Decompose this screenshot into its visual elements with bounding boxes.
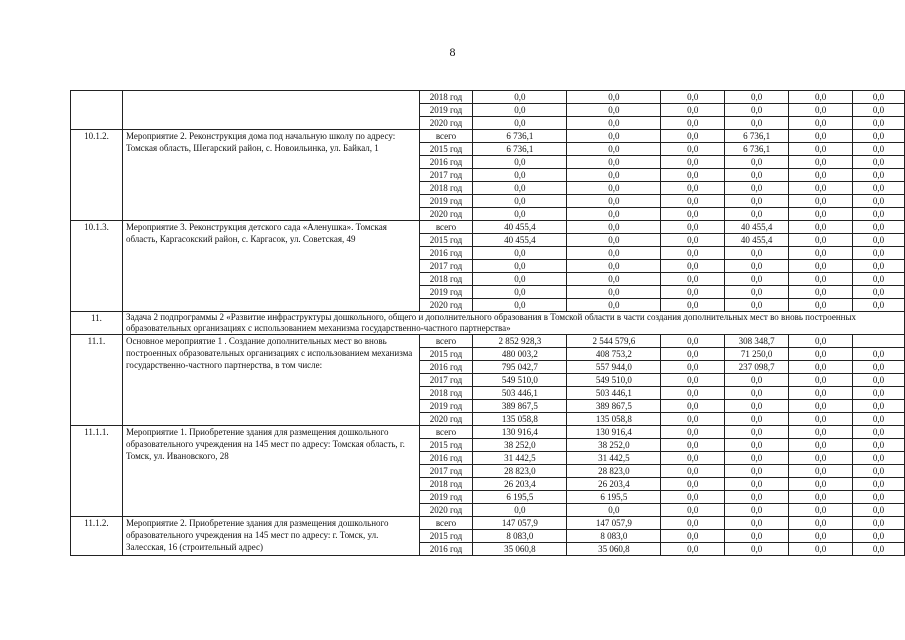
amount-cell: 0,0 [567, 182, 661, 195]
amount-cell: 0,0 [725, 413, 789, 426]
amount-cell: 0,0 [725, 478, 789, 491]
amount-cell: 26 203,4 [567, 478, 661, 491]
amount-cell: 38 252,0 [473, 439, 567, 452]
amount-cell: 0,0 [661, 374, 725, 387]
amount-cell: 0,0 [661, 273, 725, 286]
activity-number-cell: 11.1. [71, 335, 123, 426]
period-cell: всего [419, 130, 473, 143]
task-description-cell: Задача 2 подпрограммы 2 «Развитие инфраструктуры дошкольного, общего и дополнительного образования в Томской области в части создания дополнительных мест во вновь построенных образовательных организациях с использованием механизма государственно-частного партнерства» [122, 312, 904, 335]
amount-cell: 0,0 [661, 104, 725, 117]
amount-cell: 0,0 [725, 208, 789, 221]
amount-cell: 0,0 [473, 273, 567, 286]
period-cell: 2015 год [419, 348, 473, 361]
amount-cell: 0,0 [661, 439, 725, 452]
amount-cell: 0,0 [725, 439, 789, 452]
amount-cell: 0,0 [853, 517, 905, 530]
amount-cell: 0,0 [789, 413, 853, 426]
amount-cell: 0,0 [725, 530, 789, 543]
amount-cell: 0,0 [661, 387, 725, 400]
amount-cell: 0,0 [725, 452, 789, 465]
activity-number-cell [71, 91, 123, 130]
amount-cell: 0,0 [853, 504, 905, 517]
amount-cell: 0,0 [473, 247, 567, 260]
amount-cell: 0,0 [853, 195, 905, 208]
amount-cell: 0,0 [725, 400, 789, 413]
amount-cell: 0,0 [725, 491, 789, 504]
period-cell: 2015 год [419, 439, 473, 452]
amount-cell: 0,0 [661, 413, 725, 426]
amount-cell: 0,0 [789, 465, 853, 478]
period-cell: 2017 год [419, 374, 473, 387]
amount-cell: 0,0 [789, 335, 853, 348]
amount-cell: 0,0 [853, 452, 905, 465]
amount-cell: 0,0 [853, 491, 905, 504]
amount-cell: 389 867,5 [567, 400, 661, 413]
task-number-cell: 11. [71, 312, 123, 335]
amount-cell: 308 348,7 [725, 335, 789, 348]
amount-cell: 0,0 [789, 143, 853, 156]
period-cell: 2019 год [419, 195, 473, 208]
amount-cell: 0,0 [789, 426, 853, 439]
amount-cell: 31 442,5 [567, 452, 661, 465]
amount-cell: 0,0 [789, 387, 853, 400]
amount-cell: 0,0 [661, 182, 725, 195]
amount-cell: 0,0 [725, 91, 789, 104]
amount-cell: 0,0 [789, 543, 853, 556]
amount-cell: 0,0 [789, 452, 853, 465]
amount-cell: 503 446,1 [473, 387, 567, 400]
amount-cell: 0,0 [789, 361, 853, 374]
amount-cell: 6 195,5 [567, 491, 661, 504]
task-row [71, 312, 905, 335]
period-cell: 2016 год [419, 543, 473, 556]
amount-cell: 0,0 [725, 104, 789, 117]
amount-cell: 0,0 [567, 273, 661, 286]
amount-cell: 0,0 [473, 104, 567, 117]
amount-cell: 0,0 [661, 452, 725, 465]
table-row [71, 426, 905, 439]
amount-cell: 0,0 [853, 426, 905, 439]
activity-number-cell: 11.1.2. [71, 517, 123, 556]
amount-cell: 549 510,0 [473, 374, 567, 387]
amount-cell: 0,0 [725, 182, 789, 195]
amount-cell: 0,0 [725, 504, 789, 517]
period-cell: 2020 год [419, 208, 473, 221]
amount-cell: 0,0 [853, 156, 905, 169]
amount-cell: 0,0 [853, 130, 905, 143]
amount-cell: 0,0 [789, 299, 853, 312]
amount-cell: 6 736,1 [473, 130, 567, 143]
amount-cell: 408 753,2 [567, 348, 661, 361]
amount-cell: 0,0 [661, 299, 725, 312]
amount-cell: 0,0 [725, 387, 789, 400]
amount-cell: 38 252,0 [567, 439, 661, 452]
amount-cell: 0,0 [725, 517, 789, 530]
amount-cell: 549 510,0 [567, 374, 661, 387]
amount-cell: 0,0 [789, 439, 853, 452]
amount-cell: 0,0 [789, 478, 853, 491]
amount-cell: 0,0 [789, 247, 853, 260]
amount-cell: 0,0 [853, 234, 905, 247]
amount-cell: 0,0 [725, 247, 789, 260]
amount-cell: 8 083,0 [567, 530, 661, 543]
period-cell: 2018 год [419, 273, 473, 286]
activity-description-cell: Мероприятие 2. Реконструкция дома под начальную школу по адресу: Томская область, Шегарский район, с. Новоильинка, ул. Байкал, 1 [122, 130, 419, 221]
period-cell: 2020 год [419, 299, 473, 312]
amount-cell: 0,0 [473, 208, 567, 221]
amount-cell: 0,0 [661, 504, 725, 517]
amount-cell: 0,0 [853, 530, 905, 543]
amount-cell: 0,0 [853, 104, 905, 117]
amount-cell: 0,0 [473, 182, 567, 195]
period-cell: всего [419, 426, 473, 439]
amount-cell: 0,0 [661, 247, 725, 260]
amount-cell: 0,0 [567, 156, 661, 169]
amount-cell: 31 442,5 [473, 452, 567, 465]
amount-cell: 0,0 [567, 247, 661, 260]
amount-cell: 0,0 [725, 156, 789, 169]
period-cell: всего [419, 517, 473, 530]
amount-cell: 0,0 [853, 169, 905, 182]
amount-cell: 0,0 [789, 221, 853, 234]
amount-cell: 0,0 [473, 156, 567, 169]
amount-cell: 0,0 [661, 348, 725, 361]
amount-cell: 0,0 [853, 374, 905, 387]
amount-cell: 0,0 [567, 130, 661, 143]
amount-cell: 0,0 [661, 169, 725, 182]
amount-cell: 0,0 [567, 234, 661, 247]
amount-cell: 0,0 [853, 286, 905, 299]
amount-cell: 0,0 [853, 247, 905, 260]
amount-cell: 0,0 [567, 91, 661, 104]
amount-cell: 40 455,4 [725, 234, 789, 247]
amount-cell: 0,0 [661, 478, 725, 491]
amount-cell: 0,0 [853, 143, 905, 156]
period-cell: всего [419, 221, 473, 234]
amount-cell: 0,0 [789, 374, 853, 387]
amount-cell: 0,0 [567, 104, 661, 117]
amount-cell: 0,0 [853, 361, 905, 374]
table-row [71, 130, 905, 143]
amount-cell: 0,0 [789, 504, 853, 517]
amount-cell: 0,0 [853, 348, 905, 361]
amount-cell: 0,0 [661, 117, 725, 130]
amount-cell: 557 944,0 [567, 361, 661, 374]
amount-cell: 0,0 [853, 221, 905, 234]
amount-cell: 0,0 [853, 273, 905, 286]
amount-cell: 0,0 [567, 117, 661, 130]
amount-cell: 0,0 [661, 530, 725, 543]
amount-cell: 0,0 [789, 491, 853, 504]
amount-cell: 0,0 [725, 169, 789, 182]
amount-cell: 0,0 [661, 491, 725, 504]
budget-table [70, 90, 905, 556]
amount-cell: 0,0 [567, 143, 661, 156]
amount-cell: 0,0 [661, 195, 725, 208]
activity-description-cell: Мероприятие 1. Приобретение здания для размещения дошкольного образовательного учреждения на 145 мест по адресу: Томская область, г. Томск, ул. Ивановского, 28 [122, 426, 419, 517]
amount-cell: 0,0 [473, 91, 567, 104]
amount-cell: 135 058,8 [473, 413, 567, 426]
period-cell: 2018 год [419, 478, 473, 491]
amount-cell: 0,0 [567, 286, 661, 299]
amount-cell: 0,0 [725, 374, 789, 387]
amount-cell: 0,0 [789, 104, 853, 117]
period-cell: 2016 год [419, 156, 473, 169]
amount-cell: 0,0 [661, 156, 725, 169]
amount-cell: 0,0 [725, 299, 789, 312]
activity-description-cell: Мероприятие 2. Приобретение здания для размещения дошкольного образовательного учреждения на 145 мест по адресу: г. Томск, ул. Залесская, 16 (строительный адрес) [122, 517, 419, 556]
amount-cell: 0,0 [789, 530, 853, 543]
amount-cell: 0,0 [725, 465, 789, 478]
amount-cell: 0,0 [789, 348, 853, 361]
amount-cell: 0,0 [661, 465, 725, 478]
period-cell: 2019 год [419, 400, 473, 413]
amount-cell: 135 058,8 [567, 413, 661, 426]
table-row [71, 221, 905, 234]
page-number: 8 [449, 45, 456, 59]
amount-cell: 0,0 [567, 260, 661, 273]
amount-cell: 0,0 [789, 286, 853, 299]
amount-cell: 130 916,4 [473, 426, 567, 439]
amount-cell: 0,0 [725, 543, 789, 556]
amount-cell: 0,0 [661, 543, 725, 556]
amount-cell: 0,0 [725, 426, 789, 439]
amount-cell: 0,0 [789, 517, 853, 530]
amount-cell: 0,0 [853, 543, 905, 556]
amount-cell: 6 736,1 [725, 143, 789, 156]
amount-cell: 28 823,0 [473, 465, 567, 478]
amount-cell: 6 736,1 [725, 130, 789, 143]
period-cell: 2018 год [419, 387, 473, 400]
amount-cell: 0,0 [661, 143, 725, 156]
amount-cell: 0,0 [473, 169, 567, 182]
period-cell: 2017 год [419, 260, 473, 273]
amount-cell: 0,0 [661, 260, 725, 273]
amount-cell: 0,0 [473, 299, 567, 312]
amount-cell: 0,0 [567, 221, 661, 234]
amount-cell: 0,0 [853, 91, 905, 104]
amount-cell: 237 098,7 [725, 361, 789, 374]
amount-cell: 0,0 [789, 195, 853, 208]
amount-cell: 0,0 [661, 208, 725, 221]
amount-cell: 0,0 [473, 117, 567, 130]
amount-cell [853, 335, 905, 348]
amount-cell: 0,0 [661, 286, 725, 299]
table-row [71, 335, 905, 348]
amount-cell: 0,0 [473, 286, 567, 299]
amount-cell: 0,0 [789, 182, 853, 195]
amount-cell: 0,0 [853, 208, 905, 221]
amount-cell: 0,0 [789, 260, 853, 273]
amount-cell: 0,0 [725, 286, 789, 299]
period-cell: 2016 год [419, 452, 473, 465]
activity-number-cell: 11.1.1. [71, 426, 123, 517]
amount-cell: 480 003,2 [473, 348, 567, 361]
amount-cell: 6 195,5 [473, 491, 567, 504]
amount-cell: 0,0 [567, 195, 661, 208]
amount-cell: 0,0 [789, 273, 853, 286]
amount-cell: 40 455,4 [473, 221, 567, 234]
amount-cell: 0,0 [473, 260, 567, 273]
amount-cell: 0,0 [853, 413, 905, 426]
period-cell: всего [419, 335, 473, 348]
activity-description-cell [122, 91, 419, 130]
amount-cell: 0,0 [661, 361, 725, 374]
amount-cell: 0,0 [661, 91, 725, 104]
amount-cell: 147 057,9 [473, 517, 567, 530]
amount-cell: 0,0 [567, 504, 661, 517]
amount-cell: 0,0 [853, 439, 905, 452]
amount-cell: 0,0 [853, 387, 905, 400]
amount-cell: 0,0 [567, 169, 661, 182]
amount-cell: 0,0 [725, 195, 789, 208]
amount-cell: 35 060,8 [567, 543, 661, 556]
period-cell: 2017 год [419, 169, 473, 182]
amount-cell: 0,0 [853, 182, 905, 195]
amount-cell: 40 455,4 [725, 221, 789, 234]
period-cell: 2015 год [419, 530, 473, 543]
activity-number-cell: 10.1.3. [71, 221, 123, 312]
period-cell: 2019 год [419, 491, 473, 504]
amount-cell: 0,0 [853, 299, 905, 312]
amount-cell: 0,0 [661, 130, 725, 143]
amount-cell: 0,0 [789, 117, 853, 130]
amount-cell: 0,0 [853, 478, 905, 491]
amount-cell: 0,0 [789, 169, 853, 182]
amount-cell: 130 916,4 [567, 426, 661, 439]
period-cell: 2018 год [419, 91, 473, 104]
period-cell: 2019 год [419, 286, 473, 299]
amount-cell: 0,0 [789, 400, 853, 413]
amount-cell: 0,0 [853, 400, 905, 413]
amount-cell: 40 455,4 [473, 234, 567, 247]
amount-cell: 0,0 [567, 208, 661, 221]
amount-cell: 0,0 [567, 299, 661, 312]
amount-cell: 28 823,0 [567, 465, 661, 478]
period-cell: 2016 год [419, 361, 473, 374]
amount-cell: 0,0 [661, 426, 725, 439]
amount-cell: 2 544 579,6 [567, 335, 661, 348]
amount-cell: 0,0 [661, 335, 725, 348]
amount-cell: 0,0 [789, 234, 853, 247]
table-row [71, 91, 905, 104]
amount-cell: 0,0 [725, 117, 789, 130]
amount-cell: 795 042,7 [473, 361, 567, 374]
amount-cell: 0,0 [661, 517, 725, 530]
amount-cell: 26 203,4 [473, 478, 567, 491]
amount-cell: 8 083,0 [473, 530, 567, 543]
amount-cell: 0,0 [661, 221, 725, 234]
period-cell: 2020 год [419, 117, 473, 130]
period-cell: 2017 год [419, 465, 473, 478]
amount-cell: 0,0 [789, 91, 853, 104]
amount-cell: 389 867,5 [473, 400, 567, 413]
amount-cell: 2 852 928,3 [473, 335, 567, 348]
amount-cell: 0,0 [473, 504, 567, 517]
amount-cell: 147 057,9 [567, 517, 661, 530]
amount-cell: 0,0 [853, 260, 905, 273]
amount-cell: 0,0 [725, 273, 789, 286]
period-cell: 2020 год [419, 504, 473, 517]
period-cell: 2015 год [419, 143, 473, 156]
amount-cell: 0,0 [853, 117, 905, 130]
amount-cell: 503 446,1 [567, 387, 661, 400]
amount-cell: 0,0 [661, 400, 725, 413]
amount-cell: 0,0 [853, 465, 905, 478]
period-cell: 2018 год [419, 182, 473, 195]
amount-cell: 35 060,8 [473, 543, 567, 556]
activity-description-cell: Основное мероприятие 1 . Создание дополнительных мест во вновь построенных образовательных организациях с использованием механизма государственно-частного партнерства, в том числе: [122, 335, 419, 426]
amount-cell: 0,0 [789, 156, 853, 169]
table-row [71, 517, 905, 530]
activity-number-cell: 10.1.2. [71, 130, 123, 221]
amount-cell: 6 736,1 [473, 143, 567, 156]
amount-cell: 0,0 [789, 130, 853, 143]
period-cell: 2015 год [419, 234, 473, 247]
amount-cell: 0,0 [789, 208, 853, 221]
period-cell: 2019 год [419, 104, 473, 117]
activity-description-cell: Мероприятие 3. Реконструкция детского сада «Аленушка». Томская область, Каргасокский район, с. Каргасок, ул. Советская, 49 [122, 221, 419, 312]
amount-cell: 0,0 [473, 195, 567, 208]
period-cell: 2016 год [419, 247, 473, 260]
amount-cell: 0,0 [661, 234, 725, 247]
amount-cell: 0,0 [725, 260, 789, 273]
period-cell: 2020 год [419, 413, 473, 426]
amount-cell: 71 250,0 [725, 348, 789, 361]
